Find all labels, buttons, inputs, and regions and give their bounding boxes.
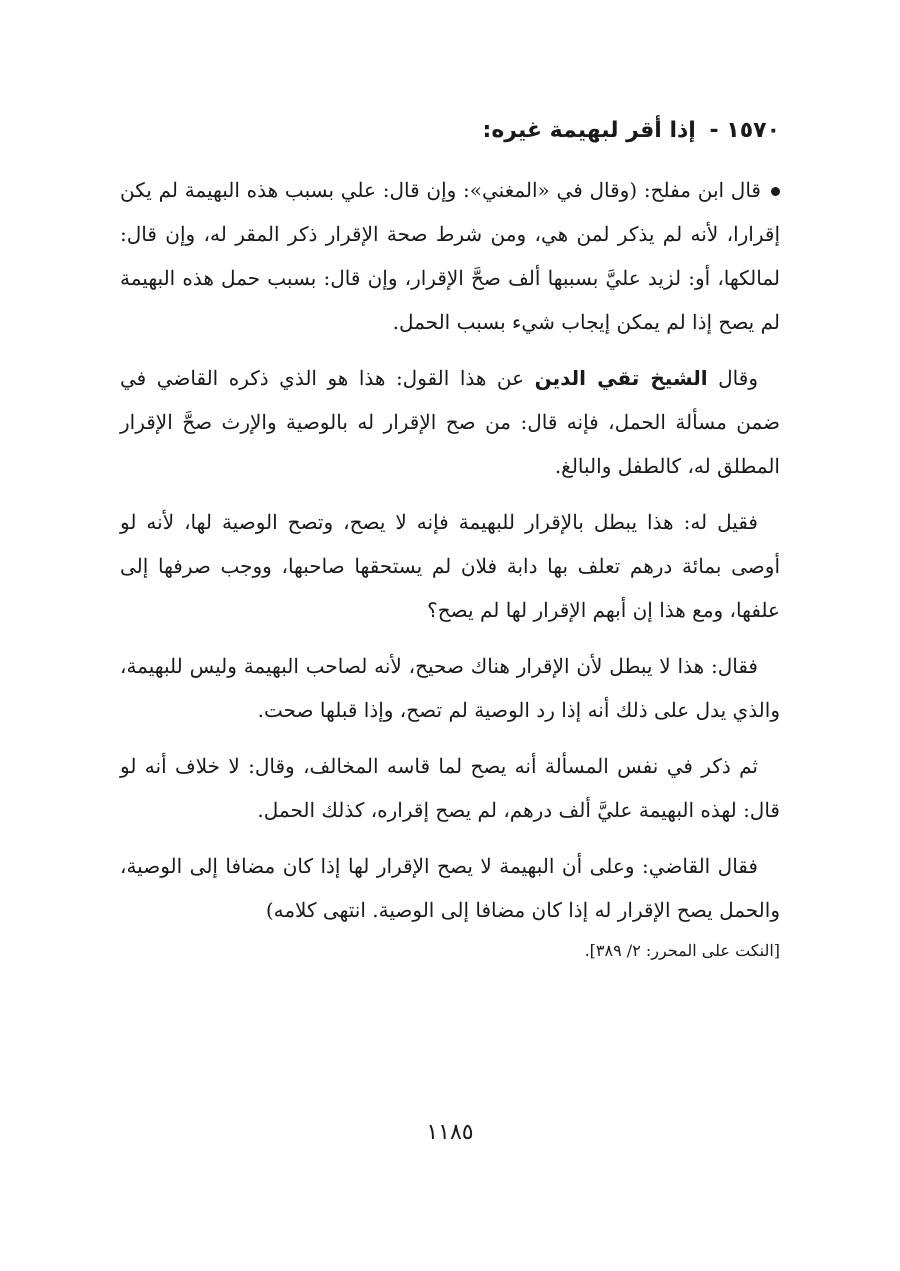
paragraph-4: فقال: هذا لا يبطل لأن الإقرار هناك صحيح، لأنه لصاحب البهيمة وليس للبهيمة، والذي يدل على ذلك أنه إذا رد الوصية لم تصح، وإذا قبلها صحت. — [120, 654, 780, 722]
citation: [النكت على المحرر: ٢/ ٣٨٩]. — [584, 941, 780, 960]
paragraph-6: فقال القاضي: وعلى أن البهيمة لا يصح الإقرار لها إذا كان مضافا إلى الوصية، والحمل يصح الإقرار له إذا كان مضافا إلى الوصية. انتهى كلامه) — [120, 854, 780, 922]
section-heading — [120, 116, 780, 146]
paragraph-2-bold-name: الشيخ تقي الدين — [534, 366, 708, 390]
section-title: إذا أقر لبهيمة غيره: — [482, 118, 696, 143]
paragraph-2 — [120, 356, 780, 488]
paragraph-3: فقيل له: هذا يبطل بالإقرار للبهيمة فإنه لا يصح، وتصح الوصية لها، لأنه لو أوصى بمائة درهم تعلف بها دابة فلان لم يستحقها صاحبها، ووجب صرفها إلى علفها، ومع هذا إن أبهم الإقرار لها لم يصح؟ — [120, 510, 780, 622]
paragraph-2-pre: وقال — [707, 366, 758, 390]
section-number: ١٥٧٠ - — [709, 118, 780, 143]
paragraph-2-post: عن هذا القول: هذا هو الذي ذكره القاضي في ضمن مسألة الحمل، فإنه قال: من صح الإقرار له بالوصية والإرث صحَّ الإقرار المطلق له، كالطفل والبالغ. — [120, 366, 780, 478]
paragraph-1-text: قال ابن مفلح: (وقال في «المغني»: وإن قال: علي بسبب هذه البهيمة لم يكن إقرارا، لأنه لم يذكر لمن هي، ومن شرط صحة الإقرار ذكر المقر له، وإن قال: لمالكها، أو: لزيد عليَّ بسببها ألف صحَّ الإقرار، وإن قال: بسبب حمل هذه البهيمة لم يصح إذا لم يمكن إيجاب شيء بسبب الحمل. — [120, 178, 780, 334]
page-content — [120, 100, 780, 964]
paragraph-5: ثم ذكر في نفس المسألة أنه يصح لما قاسه المخالف، وقال: لا خلاف أنه لو قال: لهذه البهيمة عليَّ ألف درهم، لم يصح إقراره، كذلك الحمل. — [120, 754, 780, 822]
page-number: ١١٨٥ — [426, 1120, 474, 1145]
bullet-icon — [771, 187, 780, 196]
paragraph-1 — [120, 168, 780, 344]
